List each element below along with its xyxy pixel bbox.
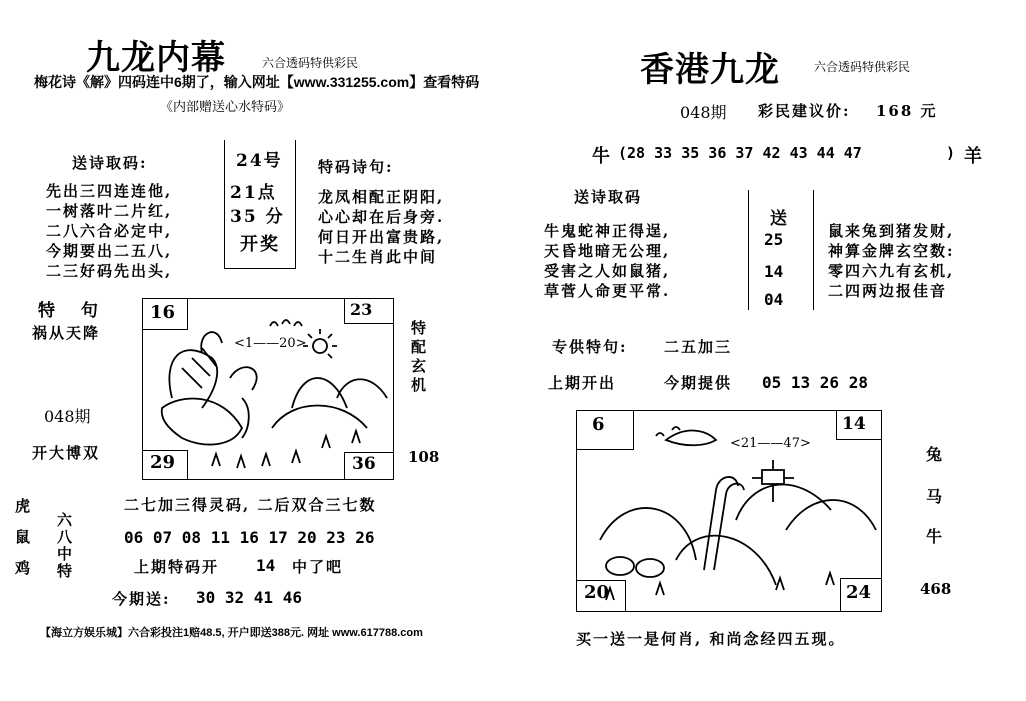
left-kai-text: 开大博双 [32,444,101,462]
left-last-line-num: 14 [256,556,276,575]
left-today-numbers: 30 32 41 46 [196,588,302,607]
left-poem-line-5: 二三好码先出头, [46,262,173,280]
left-special-poem-3: 何日开出富贵路, [318,228,445,246]
right-last-label: 上期开出 [548,374,617,392]
right-corner-tr: 14 [842,414,866,434]
right-pic-note: <21——47> [730,436,811,451]
right-niu-label: 牛 [592,146,612,167]
right-yang-label: 羊 [964,146,984,167]
left-poem-line-4: 今期要出二五八, [46,242,173,260]
right-poem-line-3: 受害之人如鼠猪, [544,262,671,280]
right-poem-line-1: 牛鬼蛇神正得逞, [544,222,671,240]
zodiac-rat: 鼠 [13,529,31,560]
left-subtitle: 六合透码特供彩民 [262,56,359,70]
right-poem-line-2: 天昏地暗无公理, [544,242,671,260]
right-poem2-line-4: 二四两边报佳音 [828,282,948,300]
right-send-3: 04 [764,290,784,309]
left-header-line: 梅花诗《解》四码连中6期了，输入网址【www.331255.com】查看特码 [34,74,480,90]
right-today-label: 今期提供 [664,374,733,392]
left-ad-line: 【海立方娱乐城】六合彩投注1赔48.5, 开户即送388元. 网址 www.617788.com [40,627,423,639]
left-special-poem-2: 心心却在后身旁. [318,208,445,226]
left-tejv-label: 特 句 [38,301,108,321]
left-sketch-drawing [142,298,392,478]
left-numbers-line: 06 07 08 11 16 17 20 23 26 [124,528,375,547]
left-pic-note: <1——20> [234,336,307,351]
right-niu-numbers: (28 33 35 36 37 42 43 44 47 [618,144,862,162]
right-bottom-line: 买一送一是何肖, 和尚念经四五现。 [576,630,846,648]
right-send-2: 14 [764,262,784,281]
left-last-line-a: 上期特码开 [134,558,220,576]
right-niu-close: ) [946,144,956,162]
right-corner-tl: 6 [592,414,605,435]
left-title: 九龙内幕 [86,38,226,78]
right-issue: 048期 [680,103,727,122]
left-today-label: 今期送: [112,590,171,608]
right-poem2-line-2: 神算金牌玄空数: [828,242,955,260]
left-rule-line: 二七加三得灵码, 二后双合三七数 [124,496,377,514]
right-poem2-line-3: 零四六九有玄机, [828,262,955,280]
left-poem-label: 送诗取码: [72,154,148,172]
left-draw-day: 24号 [236,151,283,171]
right-send-label: 送 [770,209,789,229]
left-corner-br: 36 [352,454,376,474]
right-today-numbers: 05 13 26 28 [762,373,868,392]
right-zodiac-ox: 牛 [926,527,945,546]
right-poem-label: 送诗取码 [574,188,643,206]
right-poem2-line-1: 鼠来兔到猪发财, [828,222,955,240]
right-subtitle: 六合透码特供彩民 [814,60,911,74]
right-title: 香港九龙 [640,50,780,90]
right-price-value: 168 元 [876,102,938,120]
left-draw-open: 开奖 [240,234,280,255]
left-poem-line-2: 一树落叶二片红, [46,202,173,220]
right-price-label: 彩民建议价: [758,102,851,120]
left-poem-line-1: 先出三四连连他, [46,182,173,200]
left-issue: 048期 [44,407,91,426]
left-special-poem-4: 十二生肖此中间 [318,248,438,266]
zodiac-rooster: 鸡 [13,560,31,591]
zodiac-tiger: 虎 [13,498,31,529]
left-poem-line-3: 二八六合必定中, [46,222,173,240]
left-corner-tr: 23 [350,300,373,319]
right-zodiac-rabbit: 兔 [926,445,945,464]
right-special-label: 专供特句: [552,338,628,356]
left-draw-hour: 21点 [230,183,277,203]
right-corner-bl: 20 [584,582,610,603]
left-gift-line: 《内部赠送心水特码》 [160,100,291,115]
right-side-number: 468 [920,580,952,598]
left-special-poem-1: 龙凤相配正阴阳, [318,188,445,206]
left-zodiac-vertical [12,498,33,591]
left-zodiac-mid: 六八中特 [55,512,73,580]
right-poem-line-4: 草菅人命更平常. [544,282,671,300]
left-side-vertical: 特配玄机 [409,320,427,396]
left-tejv-text: 祸从天降 [32,324,101,342]
right-sketch-drawing [576,410,880,610]
right-special-value: 二五加三 [664,338,733,356]
left-last-line-b: 中了吧 [292,558,344,576]
left-special-poem-label: 特码诗句: [318,158,394,176]
right-send-1: 25 [764,230,784,249]
left-corner-tl: 16 [150,302,176,323]
left-corner-bl: 29 [150,452,176,473]
right-zodiac-horse: 马 [926,487,945,506]
left-side-number: 108 [408,448,440,466]
left-draw-minute: 35 分 [230,207,285,227]
right-corner-br: 24 [846,582,872,603]
